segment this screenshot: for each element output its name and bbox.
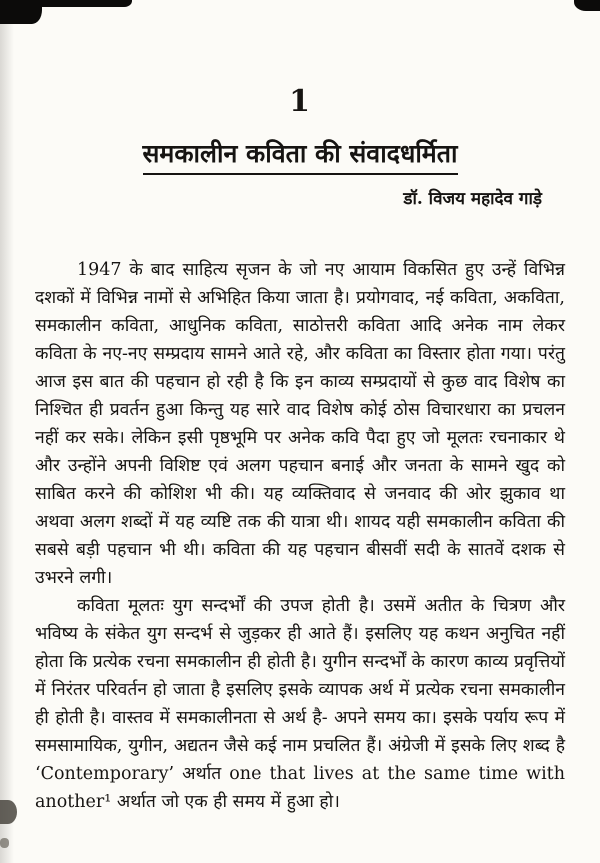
chapter-title-row xyxy=(0,136,600,175)
paragraph-1: 1947 के बाद साहित्य सृजन के जो नए आयाम विकसित हुए उन्हें विभिन्न दशकों में विभिन्न नामों से अभिहित किया जाता है। प्रयोगवाद, नई कविता, अकविता, समकालीन कविता, आधुनिक कविता, साठोत्तरी कविता आदि अनेक नाम लेकर कविता के नए-नए सम्प्रदाय सामने आते रहे, और कविता का विस्तार होता गया। परंतु आज इस बात की पहचान हो रही है कि इन काव्य सम्प्रदायों से कुछ वाद विशेष का निश्चित ही प्रवर्तन हुआ किन्तु यह सारे वाद विशेष कोई ठोस विचारधारा का प्रचलन नहीं कर सके। लेकिन इसी पृष्ठभूमि पर अनेक कवि पैदा हुए जो मूलतः रचनाकार थे और उन्होंने अपनी विशिष्ट एवं अलग पहचान बनाई और जनता के सामने खुद को साबित करने की कोशिश भी की। यह व्यक्तिवाद से जनवाद की ओर झुकाव था अथवा अलग शब्दों में यह व्यष्टि तक की यात्रा थी। शायद यही समकालीन कविता की सबसे बड़ी पहचान भी थी। कविता की यह पहचान बीसवीं सदी के सातवें दशक से उभरने लगी। xyxy=(35,260,565,588)
scan-edge-shading xyxy=(0,0,14,863)
author-byline: डॉ. विजय महादेव गाड़े xyxy=(403,189,542,209)
body-text xyxy=(35,256,565,816)
scan-artifact-bottom-left xyxy=(0,800,17,824)
chapter-number: 1 xyxy=(289,84,311,119)
scan-artifact-top-left xyxy=(0,0,42,24)
scan-artifact-top-right xyxy=(574,0,600,11)
scan-artifact-bottom-speck xyxy=(0,838,9,848)
chapter-title: समकालीन कविता की संवादधर्मिता xyxy=(143,136,458,175)
paragraph-2: कविता मूलतः युग सन्दर्भों की उपज होती है। उसमें अतीत के चित्रण और भविष्य के संकेत युग सन्दर्भ से जुड़कर ही आते हैं। इसलिए यह कथन अनुचित नहीं होता कि प्रत्येक रचना समकालीन ही होती है। युगीन सन्दर्भों के कारण काव्य प्रवृत्तियों में निरंतर परिवर्तन हो जाता है इसलिए इसके व्यापक अर्थ में प्रत्येक रचना समकालीन ही होती है। वास्तव में समकालीनता से अर्थ है- अपने समय का। इसके पर्याय रूप में समसामायिक, युगीन, अद्यतन जैसे कई नाम प्रचलित हैं। अंग्रेजी में इसके लिए शब्द है ‘Contemporary’ अर्थात one that lives at the same time with another¹ अर्थात जो एक ही समय में हुआ हो। xyxy=(35,596,565,812)
